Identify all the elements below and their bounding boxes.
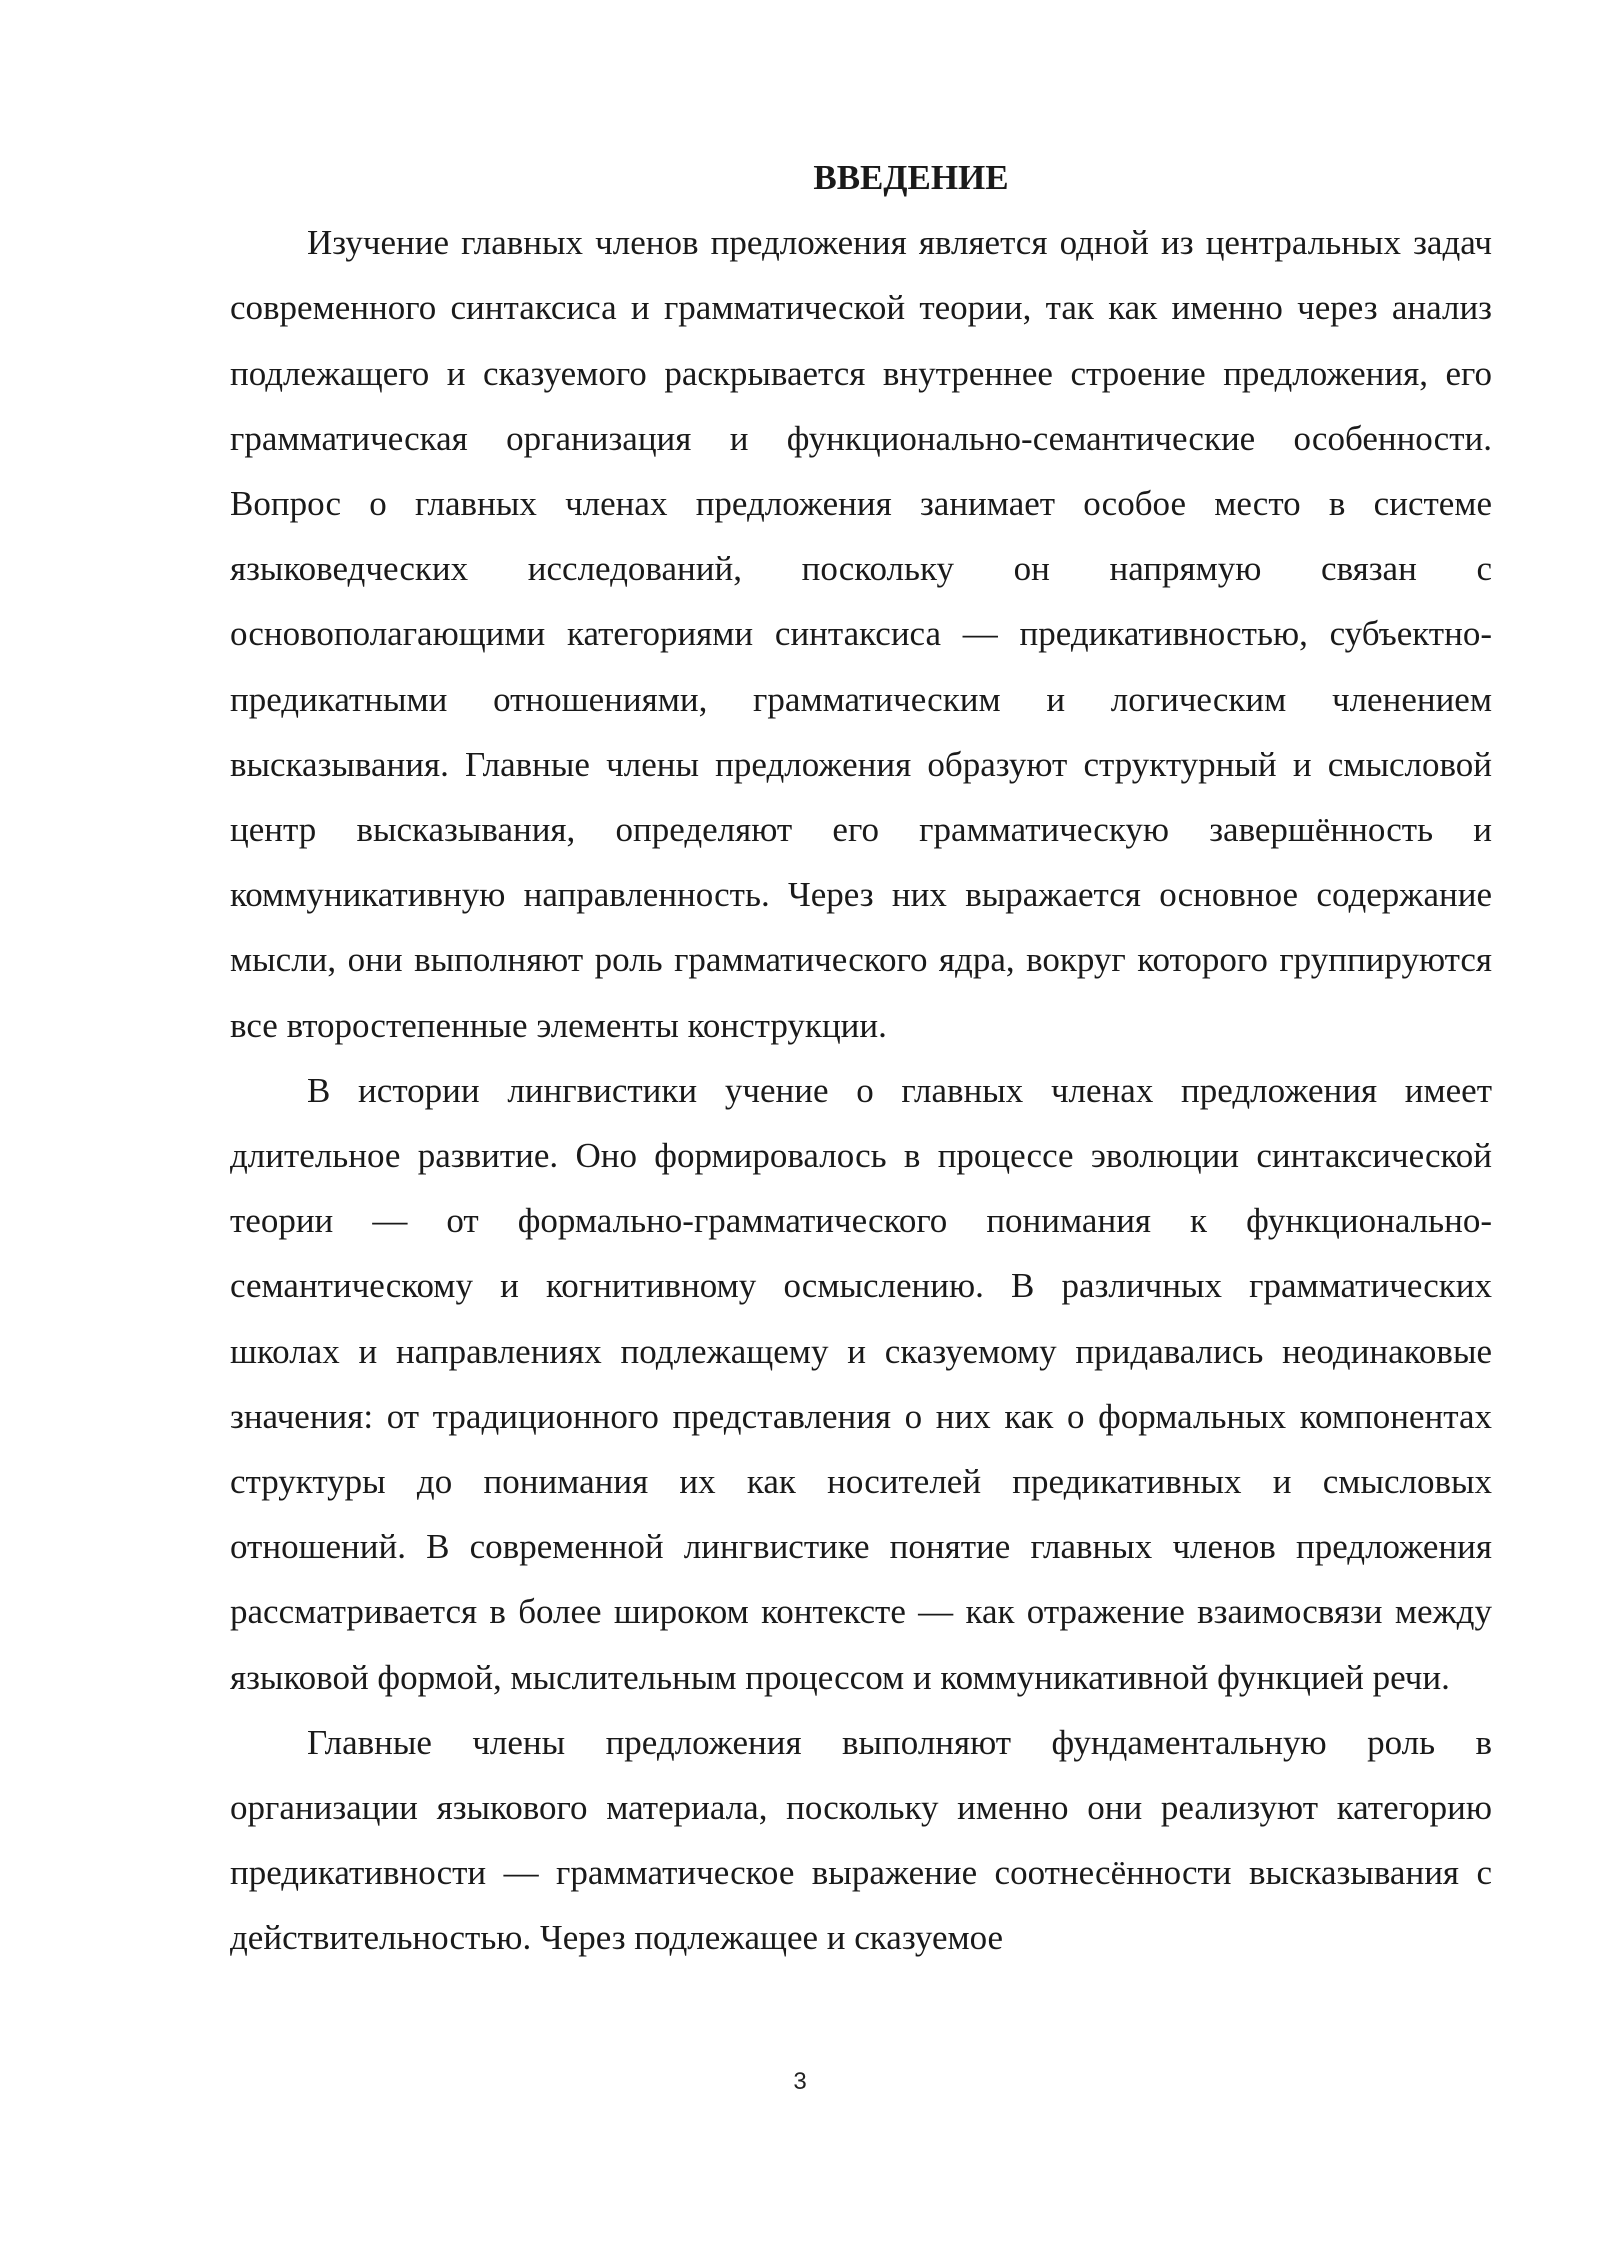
page-content bbox=[230, 145, 1492, 1971]
paragraph-2: В истории лингвистики учение о главных членах предложения имеет длительное развитие. Оно формировалось в процессе эволюции синтаксической теории — от формально-грамматического понимания к функционально-семантическому и когнитивному осмыслению. В различных грамматических школах и направлениях подлежащему и сказуемому придавались неодинаковые значения: от традиционного представления о них как о формальных компонентах структуры до понимания их как носителей предикативных и смысловых отношений. В современной лингвистике понятие главных членов предложения рассматривается в более широком контексте — как отражение взаимосвязи между языковой формой, мыслительным процессом и коммуникативной функцией речи. bbox=[230, 1070, 1492, 1697]
paragraph-3: Главные члены предложения выполняют фундаментальную роль в организации языкового материала, поскольку именно они реализуют категорию предикативности — грамматическое выражение соотнесённости высказывания с действительностью. Через подлежащее и сказуемое bbox=[230, 1722, 1492, 1958]
section-heading: ВВЕДЕНИЕ bbox=[813, 158, 1009, 197]
page-number: 3 bbox=[793, 2068, 807, 2095]
paragraph-1: Изучение главных членов предложения является одной из центральных задач современного синтаксиса и грамматической теории, так как именно через анализ подлежащего и сказуемого раскрывается внутреннее строение предложения, его грамматическая организация и функционально-семантические особенности. Вопрос о главных членах предложения занимает особое место в системе языковедческих исследований, поскольку он напрямую связан с основополагающими категориями синтаксиса — предикативностью, субъектно-предикатными отношениями, грамматическим и логическим членением высказывания. Главные члены предложения образуют структурный и смысловой центр высказывания, определяют его грамматическую завершённость и коммуникативную направленность. Через них выражается основное содержание мысли, они выполняют роль грамматического ядра, вокруг которого группируются все второстепенные элементы конструкции. bbox=[230, 223, 1492, 1045]
